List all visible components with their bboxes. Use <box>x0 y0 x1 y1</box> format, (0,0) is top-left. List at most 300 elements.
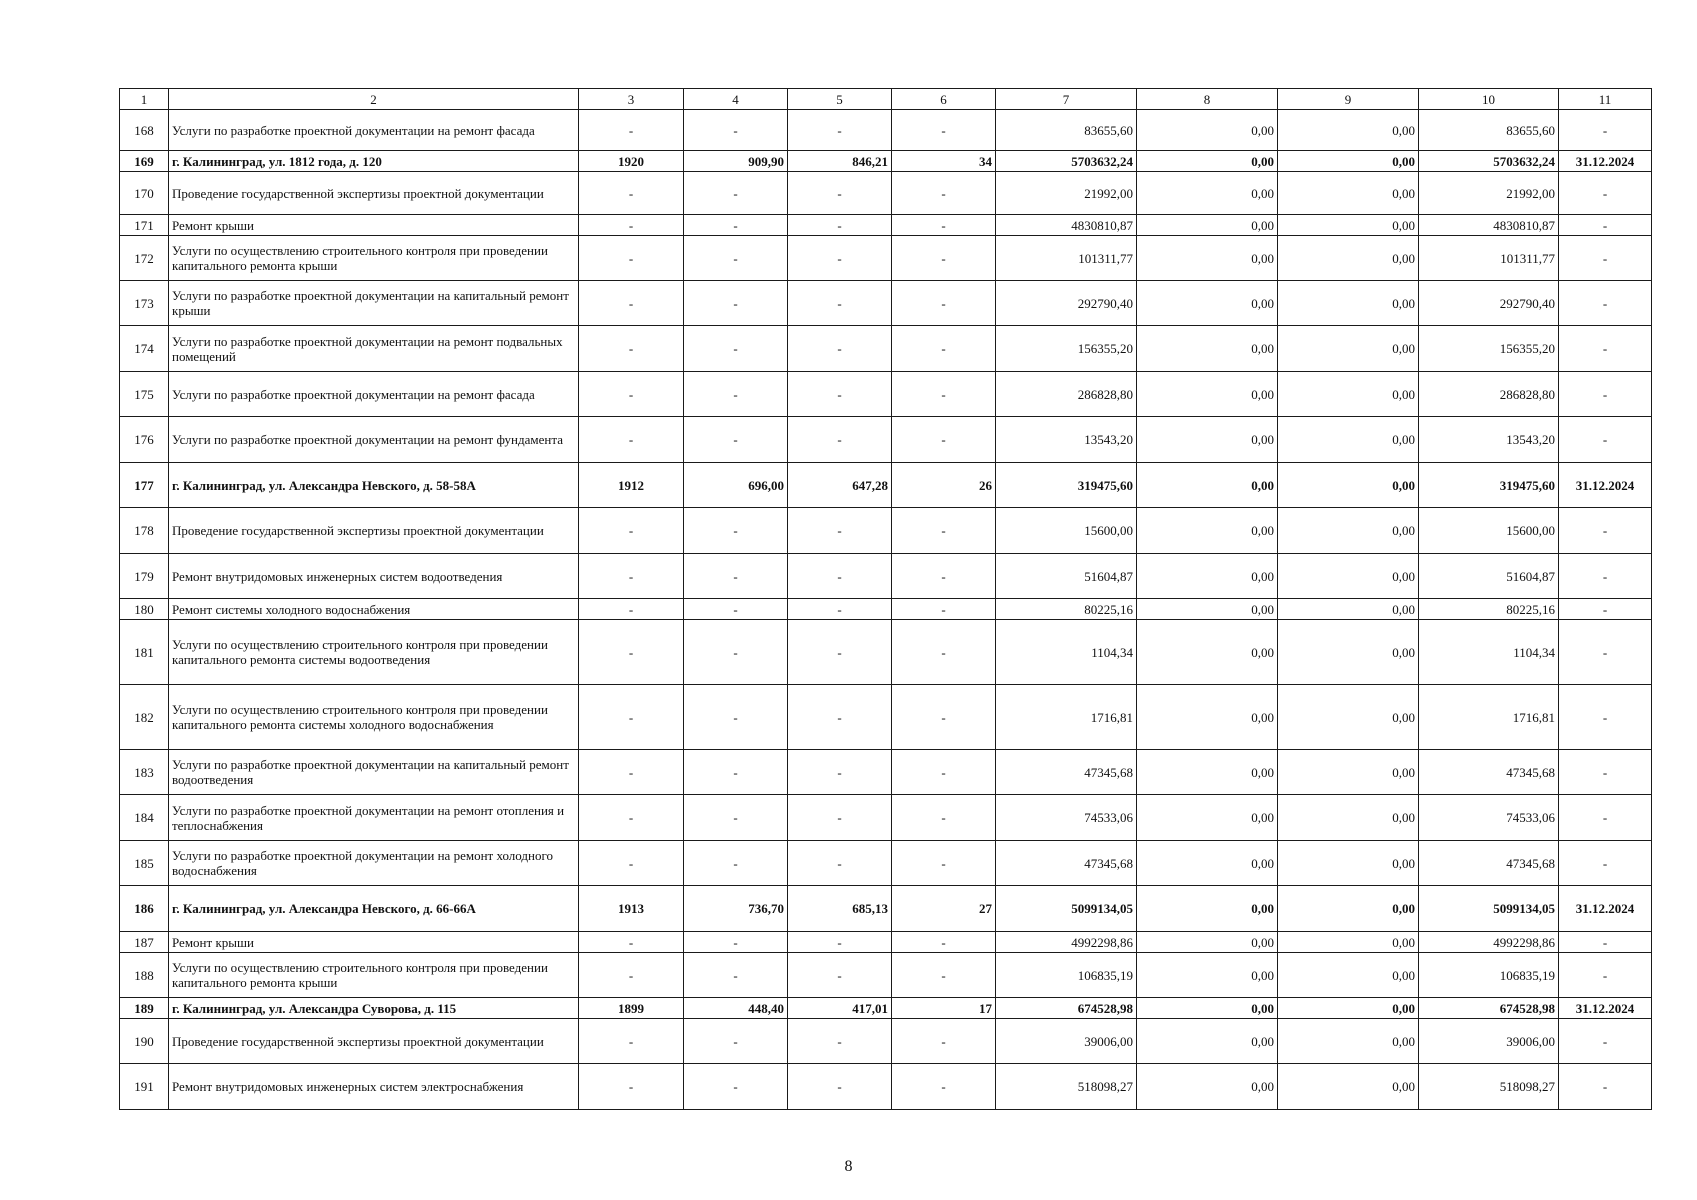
table-row <box>120 554 1652 599</box>
column-header: 1 <box>120 89 169 110</box>
col5-cell: - <box>788 599 892 620</box>
col4-cell: - <box>684 554 788 599</box>
col8-amount-cell: 0,00 <box>1137 236 1278 281</box>
col11-date-cell: - <box>1559 508 1652 554</box>
work-name-cell: Проведение государственной экспертизы проектной документации <box>169 172 579 215</box>
col11-date-cell: - <box>1559 795 1652 841</box>
col6-cell: - <box>892 372 996 417</box>
work-name-cell: Услуги по разработке проектной документации на ремонт подвальных помещений <box>169 326 579 372</box>
col4-cell: - <box>684 372 788 417</box>
row-number-cell: 189 <box>120 998 169 1019</box>
col10-amount-cell: 674528,98 <box>1419 998 1559 1019</box>
row-number-cell: 191 <box>120 1064 169 1110</box>
work-name-cell: Услуги по разработке проектной документации на ремонт фундамента <box>169 417 579 463</box>
col3-cell: - <box>579 620 684 685</box>
col10-amount-cell: 21992,00 <box>1419 172 1559 215</box>
col10-amount-cell: 156355,20 <box>1419 326 1559 372</box>
col5-cell: 846,21 <box>788 151 892 172</box>
col3-cell: - <box>579 281 684 326</box>
col3-cell: 1899 <box>579 998 684 1019</box>
col3-cell: 1913 <box>579 886 684 932</box>
table-row <box>120 215 1652 236</box>
row-number-cell: 173 <box>120 281 169 326</box>
work-name-cell: Услуги по разработке проектной документации на ремонт фасада <box>169 110 579 151</box>
table-row <box>120 795 1652 841</box>
table-row <box>120 953 1652 998</box>
col10-amount-cell: 106835,19 <box>1419 953 1559 998</box>
col9-amount-cell: 0,00 <box>1278 463 1419 508</box>
col3-cell: - <box>579 750 684 795</box>
col7-amount-cell: 1104,34 <box>996 620 1137 685</box>
address-row <box>120 886 1652 932</box>
col3-cell: - <box>579 236 684 281</box>
work-name-cell: г. Калининград, ул. 1812 года, д. 120 <box>169 151 579 172</box>
col4-cell: - <box>684 932 788 953</box>
col11-date-cell: - <box>1559 685 1652 750</box>
row-number-cell: 171 <box>120 215 169 236</box>
table-row <box>120 841 1652 886</box>
col4-cell: - <box>684 599 788 620</box>
col7-amount-cell: 4830810,87 <box>996 215 1137 236</box>
col9-amount-cell: 0,00 <box>1278 932 1419 953</box>
col4-cell: - <box>684 172 788 215</box>
col10-amount-cell: 286828,80 <box>1419 372 1559 417</box>
work-name-cell: Ремонт внутридомовых инженерных систем водоотведения <box>169 554 579 599</box>
col3-cell: - <box>579 554 684 599</box>
col11-date-cell: - <box>1559 236 1652 281</box>
col11-date-cell: - <box>1559 326 1652 372</box>
col4-cell: - <box>684 1064 788 1110</box>
col11-date-cell: - <box>1559 1064 1652 1110</box>
col6-cell: - <box>892 326 996 372</box>
col7-amount-cell: 518098,27 <box>996 1064 1137 1110</box>
col6-cell: - <box>892 932 996 953</box>
col5-cell: - <box>788 620 892 685</box>
table-row <box>120 281 1652 326</box>
col11-date-cell: - <box>1559 110 1652 151</box>
col7-amount-cell: 47345,68 <box>996 750 1137 795</box>
col9-amount-cell: 0,00 <box>1278 281 1419 326</box>
col7-amount-cell: 51604,87 <box>996 554 1137 599</box>
row-number-cell: 178 <box>120 508 169 554</box>
col3-cell: 1920 <box>579 151 684 172</box>
col5-cell: - <box>788 1064 892 1110</box>
col6-cell: 26 <box>892 463 996 508</box>
page-number: 8 <box>844 1158 853 1175</box>
column-header: 4 <box>684 89 788 110</box>
table-row <box>120 417 1652 463</box>
col7-amount-cell: 15600,00 <box>996 508 1137 554</box>
col3-cell: - <box>579 417 684 463</box>
col10-amount-cell: 15600,00 <box>1419 508 1559 554</box>
col9-amount-cell: 0,00 <box>1278 151 1419 172</box>
work-name-cell: Ремонт внутридомовых инженерных систем электроснабжения <box>169 1064 579 1110</box>
work-name-cell: Проведение государственной экспертизы проектной документации <box>169 508 579 554</box>
col11-date-cell: - <box>1559 281 1652 326</box>
col10-amount-cell: 319475,60 <box>1419 463 1559 508</box>
table-row <box>120 1019 1652 1064</box>
col7-amount-cell: 47345,68 <box>996 841 1137 886</box>
work-name-cell: г. Калининград, ул. Александра Невского, д. 58-58А <box>169 463 579 508</box>
address-row <box>120 998 1652 1019</box>
col5-cell: - <box>788 215 892 236</box>
col4-cell: - <box>684 750 788 795</box>
col5-cell: - <box>788 372 892 417</box>
row-number-cell: 174 <box>120 326 169 372</box>
col5-cell: - <box>788 932 892 953</box>
col8-amount-cell: 0,00 <box>1137 841 1278 886</box>
table-row <box>120 1064 1652 1110</box>
col8-amount-cell: 0,00 <box>1137 326 1278 372</box>
col10-amount-cell: 83655,60 <box>1419 110 1559 151</box>
col9-amount-cell: 0,00 <box>1278 172 1419 215</box>
col8-amount-cell: 0,00 <box>1137 1064 1278 1110</box>
col7-amount-cell: 13543,20 <box>996 417 1137 463</box>
col11-date-cell: - <box>1559 932 1652 953</box>
col8-amount-cell: 0,00 <box>1137 372 1278 417</box>
work-name-cell: Услуги по разработке проектной документации на ремонт отопления и теплоснабжения <box>169 795 579 841</box>
col3-cell: - <box>579 508 684 554</box>
col6-cell: - <box>892 215 996 236</box>
col5-cell: 647,28 <box>788 463 892 508</box>
col4-cell: - <box>684 236 788 281</box>
col6-cell: 34 <box>892 151 996 172</box>
row-number-cell: 179 <box>120 554 169 599</box>
col8-amount-cell: 0,00 <box>1137 685 1278 750</box>
col9-amount-cell: 0,00 <box>1278 326 1419 372</box>
col10-amount-cell: 292790,40 <box>1419 281 1559 326</box>
col10-amount-cell: 1104,34 <box>1419 620 1559 685</box>
col5-cell: - <box>788 236 892 281</box>
col8-amount-cell: 0,00 <box>1137 215 1278 236</box>
work-name-cell: Услуги по разработке проектной документации на капитальный ремонт водоотведения <box>169 750 579 795</box>
col6-cell: - <box>892 841 996 886</box>
work-name-cell: г. Калининград, ул. Александра Невского, д. 66-66А <box>169 886 579 932</box>
col9-amount-cell: 0,00 <box>1278 886 1419 932</box>
col11-date-cell: - <box>1559 172 1652 215</box>
capital-repair-table <box>119 88 1652 1110</box>
col6-cell: - <box>892 417 996 463</box>
col11-date-cell: - <box>1559 417 1652 463</box>
col3-cell: - <box>579 172 684 215</box>
col6-cell: - <box>892 953 996 998</box>
col4-cell: 448,40 <box>684 998 788 1019</box>
col7-amount-cell: 1716,81 <box>996 685 1137 750</box>
col6-cell: - <box>892 599 996 620</box>
col4-cell: 696,00 <box>684 463 788 508</box>
col7-amount-cell: 156355,20 <box>996 326 1137 372</box>
col3-cell: - <box>579 685 684 750</box>
col8-amount-cell: 0,00 <box>1137 932 1278 953</box>
col3-cell: - <box>579 953 684 998</box>
col10-amount-cell: 74533,06 <box>1419 795 1559 841</box>
col7-amount-cell: 74533,06 <box>996 795 1137 841</box>
col4-cell: - <box>684 281 788 326</box>
table-row <box>120 599 1652 620</box>
column-number-row <box>120 89 1652 110</box>
col11-date-cell: 31.12.2024 <box>1559 151 1652 172</box>
col4-cell: - <box>684 620 788 685</box>
col10-amount-cell: 5099134,05 <box>1419 886 1559 932</box>
col9-amount-cell: 0,00 <box>1278 1019 1419 1064</box>
col9-amount-cell: 0,00 <box>1278 953 1419 998</box>
col3-cell: - <box>579 1019 684 1064</box>
col10-amount-cell: 4992298,86 <box>1419 932 1559 953</box>
col8-amount-cell: 0,00 <box>1137 281 1278 326</box>
table-row <box>120 685 1652 750</box>
col9-amount-cell: 0,00 <box>1278 620 1419 685</box>
col9-amount-cell: 0,00 <box>1278 417 1419 463</box>
address-row <box>120 151 1652 172</box>
col11-date-cell: - <box>1559 599 1652 620</box>
col5-cell: - <box>788 1019 892 1064</box>
col4-cell: - <box>684 417 788 463</box>
table-row <box>120 172 1652 215</box>
col5-cell: - <box>788 554 892 599</box>
col6-cell: - <box>892 236 996 281</box>
col10-amount-cell: 13543,20 <box>1419 417 1559 463</box>
col10-amount-cell: 4830810,87 <box>1419 215 1559 236</box>
table-row <box>120 236 1652 281</box>
col10-amount-cell: 47345,68 <box>1419 841 1559 886</box>
work-name-cell: Услуги по разработке проектной документации на ремонт фасада <box>169 372 579 417</box>
col8-amount-cell: 0,00 <box>1137 620 1278 685</box>
col7-amount-cell: 80225,16 <box>996 599 1137 620</box>
column-header: 5 <box>788 89 892 110</box>
col6-cell: 17 <box>892 998 996 1019</box>
col9-amount-cell: 0,00 <box>1278 795 1419 841</box>
col4-cell: - <box>684 110 788 151</box>
work-name-cell: г. Калининград, ул. Александра Суворова, д. 115 <box>169 998 579 1019</box>
column-header: 6 <box>892 89 996 110</box>
row-number-cell: 172 <box>120 236 169 281</box>
col8-amount-cell: 0,00 <box>1137 463 1278 508</box>
col4-cell: - <box>684 685 788 750</box>
col10-amount-cell: 51604,87 <box>1419 554 1559 599</box>
col7-amount-cell: 106835,19 <box>996 953 1137 998</box>
col8-amount-cell: 0,00 <box>1137 998 1278 1019</box>
col10-amount-cell: 518098,27 <box>1419 1064 1559 1110</box>
col11-date-cell: - <box>1559 953 1652 998</box>
col5-cell: - <box>788 172 892 215</box>
row-number-cell: 180 <box>120 599 169 620</box>
col6-cell: - <box>892 685 996 750</box>
table-row <box>120 508 1652 554</box>
col6-cell: - <box>892 110 996 151</box>
work-name-cell: Ремонт крыши <box>169 932 579 953</box>
col7-amount-cell: 674528,98 <box>996 998 1137 1019</box>
col11-date-cell: - <box>1559 372 1652 417</box>
col11-date-cell: - <box>1559 750 1652 795</box>
address-row <box>120 463 1652 508</box>
row-number-cell: 182 <box>120 685 169 750</box>
col6-cell: - <box>892 1064 996 1110</box>
row-number-cell: 170 <box>120 172 169 215</box>
col7-amount-cell: 319475,60 <box>996 463 1137 508</box>
work-name-cell: Ремонт крыши <box>169 215 579 236</box>
col7-amount-cell: 101311,77 <box>996 236 1137 281</box>
col4-cell: - <box>684 795 788 841</box>
col7-amount-cell: 292790,40 <box>996 281 1137 326</box>
col11-date-cell: - <box>1559 1019 1652 1064</box>
col3-cell: - <box>579 795 684 841</box>
col3-cell: - <box>579 932 684 953</box>
col10-amount-cell: 5703632,24 <box>1419 151 1559 172</box>
table-row <box>120 620 1652 685</box>
table-row <box>120 326 1652 372</box>
col8-amount-cell: 0,00 <box>1137 554 1278 599</box>
col3-cell: 1912 <box>579 463 684 508</box>
col5-cell: - <box>788 953 892 998</box>
col8-amount-cell: 0,00 <box>1137 599 1278 620</box>
col8-amount-cell: 0,00 <box>1137 750 1278 795</box>
work-name-cell: Проведение государственной экспертизы проектной документации <box>169 1019 579 1064</box>
col3-cell: - <box>579 841 684 886</box>
col5-cell: 417,01 <box>788 998 892 1019</box>
col5-cell: 685,13 <box>788 886 892 932</box>
col3-cell: - <box>579 372 684 417</box>
row-number-cell: 184 <box>120 795 169 841</box>
column-header: 7 <box>996 89 1137 110</box>
col4-cell: - <box>684 215 788 236</box>
col9-amount-cell: 0,00 <box>1278 236 1419 281</box>
work-name-cell: Услуги по осуществлению строительного контроля при проведении капитального ремонта крыши <box>169 236 579 281</box>
col7-amount-cell: 39006,00 <box>996 1019 1137 1064</box>
col10-amount-cell: 1716,81 <box>1419 685 1559 750</box>
col8-amount-cell: 0,00 <box>1137 151 1278 172</box>
col5-cell: - <box>788 417 892 463</box>
col3-cell: - <box>579 110 684 151</box>
row-number-cell: 168 <box>120 110 169 151</box>
col4-cell: 909,90 <box>684 151 788 172</box>
col8-amount-cell: 0,00 <box>1137 110 1278 151</box>
col6-cell: - <box>892 620 996 685</box>
col5-cell: - <box>788 326 892 372</box>
col6-cell: - <box>892 281 996 326</box>
work-name-cell: Услуги по осуществлению строительного контроля при проведении капитального ремонта системы холодного водоснабжения <box>169 685 579 750</box>
work-name-cell: Услуги по разработке проектной документации на ремонт холодного водоснабжения <box>169 841 579 886</box>
col8-amount-cell: 0,00 <box>1137 886 1278 932</box>
column-header: 2 <box>169 89 579 110</box>
row-number-cell: 190 <box>120 1019 169 1064</box>
col9-amount-cell: 0,00 <box>1278 508 1419 554</box>
col6-cell: - <box>892 508 996 554</box>
col6-cell: - <box>892 750 996 795</box>
work-name-cell: Услуги по осуществлению строительного контроля при проведении капитального ремонта системы водоотведения <box>169 620 579 685</box>
row-number-cell: 186 <box>120 886 169 932</box>
col6-cell: 27 <box>892 886 996 932</box>
col7-amount-cell: 21992,00 <box>996 172 1137 215</box>
table-row <box>120 110 1652 151</box>
col5-cell: - <box>788 750 892 795</box>
col6-cell: - <box>892 795 996 841</box>
col10-amount-cell: 39006,00 <box>1419 1019 1559 1064</box>
col6-cell: - <box>892 554 996 599</box>
row-number-cell: 169 <box>120 151 169 172</box>
col6-cell: - <box>892 172 996 215</box>
col3-cell: - <box>579 599 684 620</box>
col8-amount-cell: 0,00 <box>1137 953 1278 998</box>
col6-cell: - <box>892 1019 996 1064</box>
col5-cell: - <box>788 110 892 151</box>
work-name-cell: Услуги по разработке проектной документации на капитальный ремонт крыши <box>169 281 579 326</box>
col5-cell: - <box>788 841 892 886</box>
col7-amount-cell: 83655,60 <box>996 110 1137 151</box>
col4-cell: - <box>684 508 788 554</box>
col11-date-cell: - <box>1559 620 1652 685</box>
col9-amount-cell: 0,00 <box>1278 841 1419 886</box>
column-header: 8 <box>1137 89 1278 110</box>
col4-cell: - <box>684 326 788 372</box>
col5-cell: - <box>788 685 892 750</box>
table-row <box>120 750 1652 795</box>
col4-cell: - <box>684 841 788 886</box>
row-number-cell: 185 <box>120 841 169 886</box>
col4-cell: 736,70 <box>684 886 788 932</box>
col5-cell: - <box>788 795 892 841</box>
column-header: 3 <box>579 89 684 110</box>
col8-amount-cell: 0,00 <box>1137 417 1278 463</box>
row-number-cell: 177 <box>120 463 169 508</box>
col3-cell: - <box>579 215 684 236</box>
col9-amount-cell: 0,00 <box>1278 750 1419 795</box>
col3-cell: - <box>579 1064 684 1110</box>
col11-date-cell: 31.12.2024 <box>1559 886 1652 932</box>
col9-amount-cell: 0,00 <box>1278 998 1419 1019</box>
col10-amount-cell: 80225,16 <box>1419 599 1559 620</box>
table-row <box>120 372 1652 417</box>
col9-amount-cell: 0,00 <box>1278 599 1419 620</box>
col10-amount-cell: 47345,68 <box>1419 750 1559 795</box>
col7-amount-cell: 4992298,86 <box>996 932 1137 953</box>
col8-amount-cell: 0,00 <box>1137 172 1278 215</box>
col9-amount-cell: 0,00 <box>1278 685 1419 750</box>
col9-amount-cell: 0,00 <box>1278 110 1419 151</box>
row-number-cell: 188 <box>120 953 169 998</box>
work-name-cell: Ремонт системы холодного водоснабжения <box>169 599 579 620</box>
work-name-cell: Услуги по осуществлению строительного контроля при проведении капитального ремонта крыши <box>169 953 579 998</box>
col8-amount-cell: 0,00 <box>1137 795 1278 841</box>
col11-date-cell: - <box>1559 215 1652 236</box>
col11-date-cell: - <box>1559 841 1652 886</box>
table-row <box>120 932 1652 953</box>
col9-amount-cell: 0,00 <box>1278 554 1419 599</box>
col7-amount-cell: 5703632,24 <box>996 151 1137 172</box>
col10-amount-cell: 101311,77 <box>1419 236 1559 281</box>
col8-amount-cell: 0,00 <box>1137 508 1278 554</box>
col8-amount-cell: 0,00 <box>1137 1019 1278 1064</box>
col11-date-cell: 31.12.2024 <box>1559 998 1652 1019</box>
col7-amount-cell: 5099134,05 <box>996 886 1137 932</box>
col11-date-cell: - <box>1559 554 1652 599</box>
col11-date-cell: 31.12.2024 <box>1559 463 1652 508</box>
column-header: 9 <box>1278 89 1419 110</box>
col9-amount-cell: 0,00 <box>1278 215 1419 236</box>
row-number-cell: 187 <box>120 932 169 953</box>
row-number-cell: 183 <box>120 750 169 795</box>
col7-amount-cell: 286828,80 <box>996 372 1137 417</box>
row-number-cell: 176 <box>120 417 169 463</box>
col3-cell: - <box>579 326 684 372</box>
row-number-cell: 175 <box>120 372 169 417</box>
col9-amount-cell: 0,00 <box>1278 372 1419 417</box>
col5-cell: - <box>788 508 892 554</box>
column-header: 10 <box>1419 89 1559 110</box>
col4-cell: - <box>684 953 788 998</box>
col9-amount-cell: 0,00 <box>1278 1064 1419 1110</box>
column-header: 11 <box>1559 89 1652 110</box>
row-number-cell: 181 <box>120 620 169 685</box>
